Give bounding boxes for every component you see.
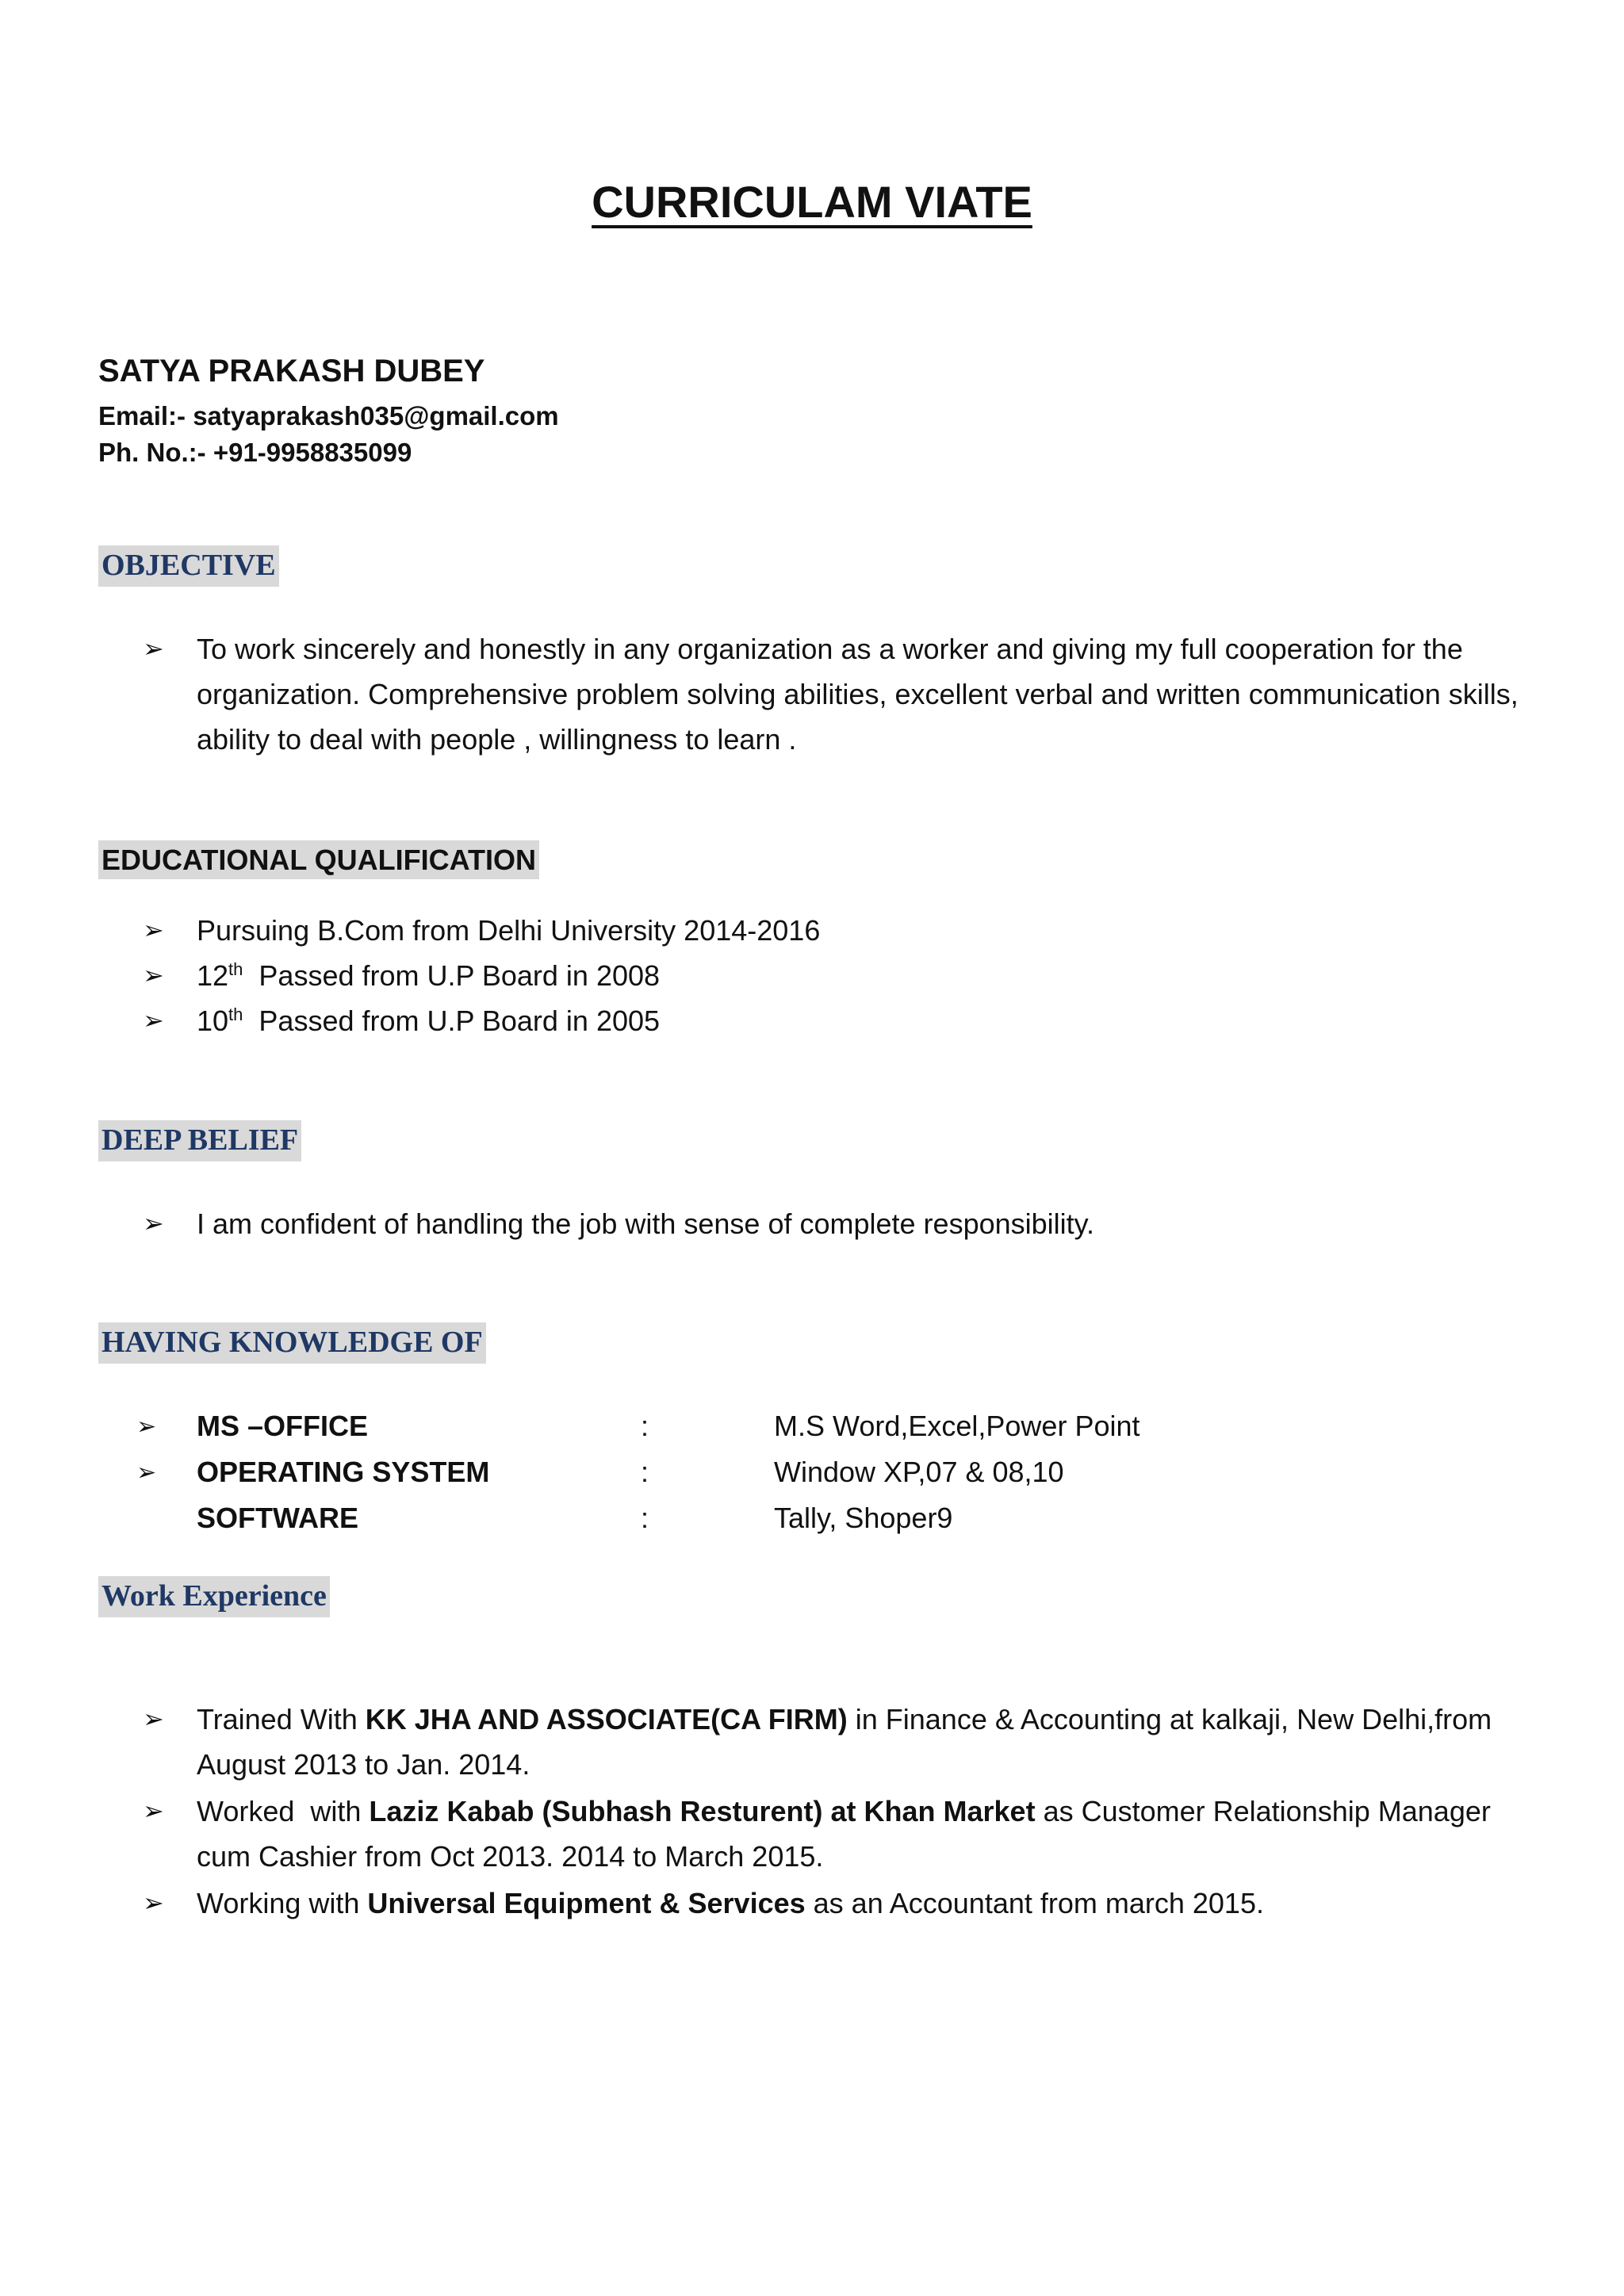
objective-heading: OBJECTIVE <box>98 545 279 587</box>
arrow-bullet-icon: ➢ <box>136 1412 157 1441</box>
arrow-bullet-icon: ➢ <box>136 1458 157 1487</box>
knowledge-heading: HAVING KNOWLEDGE OF <box>98 1322 486 1364</box>
employer-name: Laziz Kabab (Subhash Resturent) at Khan Market <box>369 1795 1036 1827</box>
belief-heading: DEEP BELIEF <box>98 1120 301 1161</box>
phone-label: Ph. No.:- <box>98 438 206 467</box>
phone-line <box>98 438 412 468</box>
skill-value: Tally, Shoper9 <box>774 1502 953 1534</box>
list-item <box>143 908 1522 953</box>
ordinal-suffix: th <box>228 1004 243 1024</box>
email-line <box>98 401 559 431</box>
skill-value: Window XP,07 & 08,10 <box>774 1456 1064 1488</box>
experience-heading: Work Experience <box>98 1576 330 1617</box>
arrow-bullet-icon: ➢ <box>143 1704 164 1734</box>
arrow-bullet-icon: ➢ <box>143 1796 164 1826</box>
table-row <box>136 1449 1326 1495</box>
skill-value: M.S Word,Excel,Power Point <box>774 1410 1140 1442</box>
skill-key: SOFTWARE <box>197 1502 358 1534</box>
table-row <box>136 1403 1326 1449</box>
education-item-text: Passed from U.P Board in 2005 <box>259 1004 661 1037</box>
skill-separator: : <box>641 1410 649 1442</box>
experience-text: in Finance & Accounting at kalkaji, New Delhi,from August 2013 to Jan. 2014. <box>197 1703 1492 1781</box>
document-title: CURRICULAM VIATE <box>592 177 1032 227</box>
list-item <box>143 1201 1522 1246</box>
list-item <box>143 1881 1522 1926</box>
arrow-bullet-icon: ➢ <box>143 915 164 945</box>
knowledge-table <box>136 1403 1326 1541</box>
skill-separator: : <box>641 1502 649 1534</box>
experience-text: as Customer Relationship Manager cum Cashier from Oct 2013. 2014 to March 2015. <box>197 1795 1491 1873</box>
objective-text: To work sincerely and honestly in any organization as a worker and giving my full cooperation for the organization. Comprehensive problem solving abilities, excellent verbal and written communication skills, ability to deal with people , willingness to learn . <box>197 633 1519 756</box>
experience-list <box>143 1697 1522 1926</box>
experience-text: Working with <box>197 1887 360 1919</box>
objective-list <box>143 626 1522 762</box>
experience-text: as an Accountant from march 2015. <box>813 1887 1264 1919</box>
list-item <box>143 1697 1522 1787</box>
list-item <box>143 626 1522 762</box>
skill-key: MS –OFFICE <box>197 1410 369 1442</box>
experience-text: Trained With <box>197 1703 358 1735</box>
education-list <box>143 908 1522 1043</box>
education-heading: EDUCATIONAL QUALIFICATION <box>98 840 539 879</box>
empty-bullet-cell <box>136 1495 197 1541</box>
arrow-bullet-icon: ➢ <box>143 1888 164 1918</box>
list-item <box>143 1789 1522 1879</box>
belief-list <box>143 1201 1522 1246</box>
skill-separator: : <box>641 1456 649 1488</box>
phone-value: +91-9958835099 <box>213 438 412 467</box>
employer-name: KK JHA AND ASSOCIATE(CA FIRM) <box>365 1703 848 1735</box>
employer-name: Universal Equipment & Services <box>367 1887 806 1919</box>
list-item <box>143 953 1522 998</box>
email-label: Email:- <box>98 401 186 430</box>
arrow-bullet-icon: ➢ <box>143 633 164 664</box>
education-item-text: Pursuing B.Com from Delhi University 2014-2016 <box>197 914 821 947</box>
education-grade: 12 <box>197 959 229 992</box>
ordinal-suffix: th <box>228 959 243 979</box>
arrow-bullet-icon: ➢ <box>143 1208 164 1238</box>
arrow-bullet-icon: ➢ <box>143 1005 164 1035</box>
education-grade: 10 <box>197 1004 229 1037</box>
experience-text: Worked with <box>197 1795 362 1827</box>
education-item-text: Passed from U.P Board in 2008 <box>259 959 661 992</box>
arrow-bullet-icon: ➢ <box>143 960 164 990</box>
list-item <box>143 998 1522 1043</box>
skill-key: OPERATING SYSTEM <box>197 1456 490 1488</box>
belief-text: I am confident of handling the job with sense of complete responsibility. <box>197 1207 1094 1240</box>
email-value: satyaprakash035@gmail.com <box>193 401 559 430</box>
table-row <box>136 1495 1326 1541</box>
candidate-name: SATYA PRAKASH DUBEY <box>98 354 485 388</box>
